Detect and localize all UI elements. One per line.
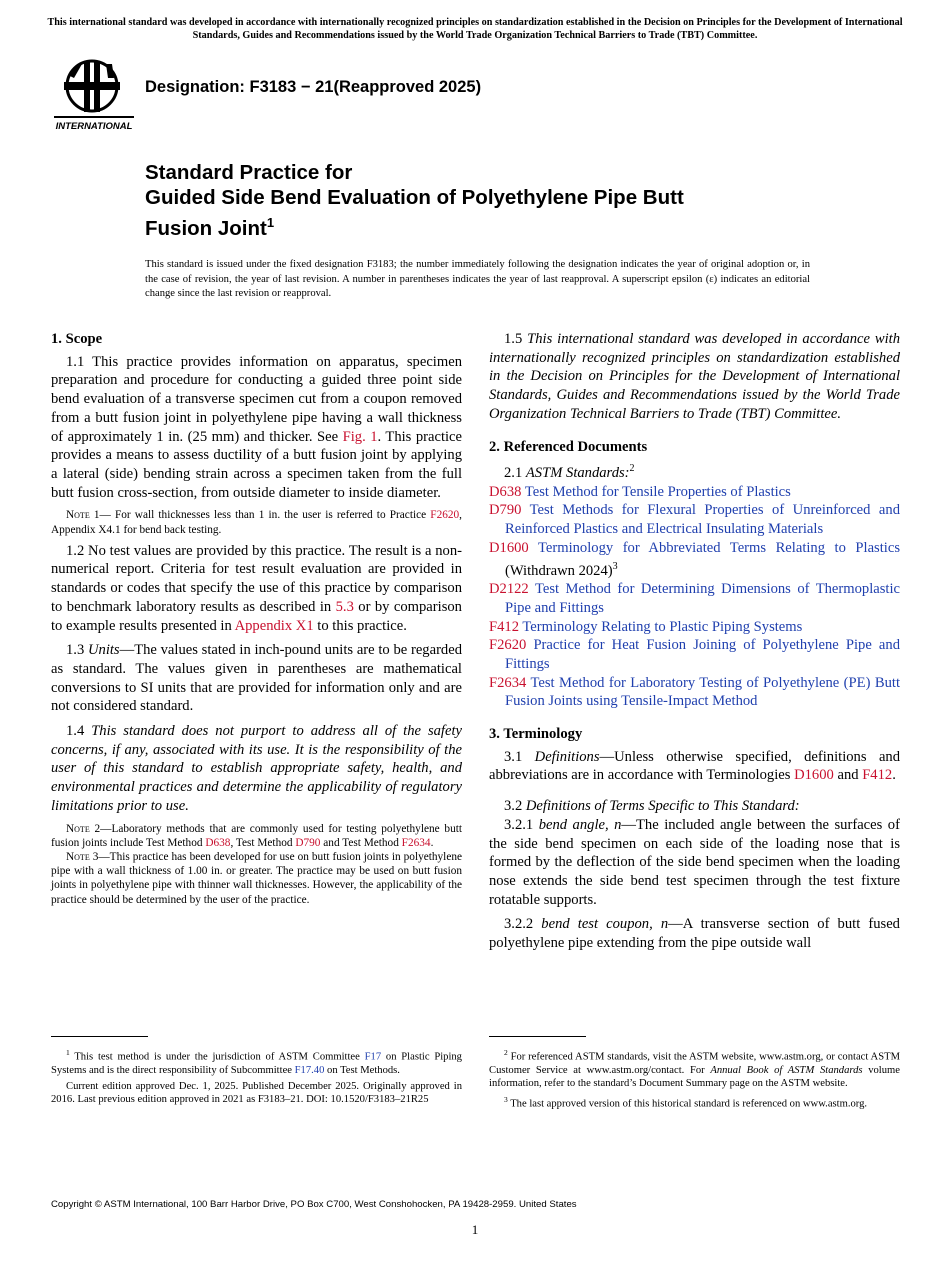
referenced-documents-list [489, 483, 900, 711]
section-2-heading: 2. Referenced Documents [489, 438, 648, 455]
right-column [489, 330, 900, 959]
d790-link[interactable]: D790 [295, 836, 321, 849]
section-3-heading: 3. Terminology [489, 726, 583, 743]
f2634-link[interactable]: F2634 [401, 836, 431, 849]
reference-title-link[interactable]: Test Method for Determining Dimensions of Thermoplastic Pipe and Fittings [505, 581, 900, 616]
section-5-3-link[interactable]: 5.3 [335, 598, 354, 615]
paragraph-1-1: 1.1 This practice provides information on apparatus, specimen preparation and procedure for conducting a guided three point side bend evaluation of a transverse specimen cut from a coupon removed from a butt fusion joint in polyethylene pipe having a wall thickness of approximately 1 in. (25 mm) and thicker. See Fig. 1. This practice provides a means to assess ductility of a butt fusion joint by applying a lateral (side) bending strain across a specimen taken from the full butt fusion cross-section, from outside diameter to inside diameter. [51, 353, 463, 501]
fig-1-link[interactable]: Fig. 1 [342, 428, 378, 445]
reference-code-link[interactable]: D1600 [489, 539, 529, 556]
reference-code-link[interactable]: D638 [489, 483, 522, 500]
reference-item [489, 539, 900, 580]
paragraph-1-4: 1.4 This standard does not purport to address all of the safety concerns, if any, associated with its use. It is the responsibility of the user of this standard to establish appropriate safety, health, and environmental practices and determine the applicability of regulatory limitations prior to use. [51, 723, 462, 814]
f2620-link[interactable]: F2620 [430, 509, 460, 522]
page-number: 1 [471, 1222, 479, 1237]
reference-title-link[interactable]: Terminology Relating to Plastic Piping Systems [522, 618, 803, 635]
f17-link[interactable]: F17 [364, 1051, 382, 1063]
document-title [145, 160, 845, 241]
reference-item [489, 674, 900, 711]
f412-link[interactable]: F412 [862, 767, 893, 784]
title-line-1: Standard Practice for [145, 161, 353, 184]
reference-title-link[interactable]: Practice for Heat Fusion Joining of Polyethylene Pipe and Fittings [505, 637, 900, 672]
reference-title-link[interactable]: Test Method for Tensile Properties of Plastics [524, 483, 791, 500]
footnotes-right [489, 1046, 900, 1114]
logo-wordmark: INTERNATIONAL [55, 121, 133, 132]
reference-code-link[interactable]: F412 [489, 618, 520, 635]
d1600-link[interactable]: D1600 [794, 767, 834, 784]
reference-code-link[interactable]: D2122 [489, 581, 529, 598]
paragraph-1-2: 1.2 No test values are provided by this practice. The result is a non-numerical report. Criteria for test result evaluation are provided in standards or codes that specify the use of this practice by comparison to benchmark laboratory results as described in 5.3 or by comparison to example results presented in Appendix X1 to this practice. [51, 542, 462, 634]
footnotes-left [51, 1046, 462, 1110]
paragraph-1-3: 1.3 Units—The values stated in inch-pound units are to be regarded as standard. The values given in parentheses are mathematical conversions to SI units that are provided for information only and are not considered standard. [51, 642, 462, 715]
note-2: Note 2—Laboratory methods that are commonly used for testing polyethylene butt fusion joints include Test Method D638, Test Method D790 and Test Method F2634. [51, 822, 462, 849]
reference-item [489, 636, 900, 673]
reference-item [489, 501, 900, 538]
reference-title-link[interactable]: Terminology for Abbreviated Terms Relating to Plastics [538, 539, 900, 556]
paragraph-3-2-1: 3.2.1 bend angle, n—The included angle between the surfaces of the side bend specimen on each side of the loading nose that is formed by the deflection of the side bend specimen when the loading nose extends the side bend test specimen through the test fixture rotatable supports. [489, 816, 900, 908]
astm-logo [52, 56, 136, 132]
appendix-x1-link[interactable]: Appendix X1 [234, 617, 314, 634]
note-1: Note 1— For wall thicknesses less than 1 in. the user is referred to Practice F2620, Appendix X4.1 for bend back testing. [51, 509, 462, 536]
reference-item [489, 580, 900, 617]
reference-code-link[interactable]: F2634 [489, 674, 527, 691]
footnote-3: $^3$ The last approved version of this historical standard is referenced on www.astm.org. [504, 1095, 868, 1110]
intro-paragraph: This standard is issued under the fixed designation F3183; the number immediately following the designation indicates the year of original adoption or, in the case of revision, the year of last revision. A number in parentheses indicates the year of last reapproval. A superscript epsilon (ε) indicates an editorial change since the last revision or reapproval. [145, 259, 810, 299]
reference-title-link[interactable]: Test Method for Laboratory Testing of Polyethylene (PE) Butt Fusion Joints using Tensile-Impact Method [505, 674, 900, 710]
reference-status: (Withdrawn 2024) [505, 562, 613, 579]
section-1-heading: 1. Scope [51, 331, 103, 347]
footnote-rule-left [51, 1036, 148, 1037]
reference-footnote-mark: 3 [612, 560, 618, 572]
edition-note: Current edition approved Dec. 1, 2025. Published December 2025. Originally approved in 2016. Last previous edition approved in 2021 as F3183–21. DOI: 10.1520/F3183–21R25 [51, 1081, 462, 1106]
title-line-2: Guided Side Bend Evaluation of Polyethylene Pipe Butt [145, 186, 684, 209]
title-footnote-mark: 1 [266, 215, 275, 230]
note-3: Note 3—This practice has been developed for use on butt fusion joints in polyethylene pipe with a wall thickness of 1.00 in. or greater. The practice may be used on butt fusion joints in polyethylene pipe with thinner wall thicknesses. However, the applicability of the practice should be determined by the user of the practice. [51, 850, 462, 906]
paragraph-3-2: 3.2 Definitions of Terms Specific to This Standard: [504, 798, 800, 815]
reference-title-link[interactable]: Test Methods for Flexural Properties of Unreinforced and Reinforced Plastics and Electrical Insulating Materials [505, 502, 900, 538]
title-line-3: Fusion Joint [145, 216, 267, 240]
designation: Designation: F3183 − 21(Reapproved 2025) [145, 78, 482, 96]
reference-item [489, 618, 900, 637]
footnote-rule-right [489, 1036, 586, 1037]
d638-link[interactable]: D638 [205, 836, 231, 849]
paragraph-2-1: 2.1 ASTM Standards:$^2$ [504, 463, 635, 482]
reference-code-link[interactable]: D790 [489, 502, 522, 519]
paragraph-3-1: 3.1 Definitions—Unless otherwise specified, definitions and abbreviations are in accordance with Terminologies D1600 and F412. [489, 748, 901, 784]
left-column [51, 330, 462, 912]
footnote-2: $^2$ For referenced ASTM standards, visit the ASTM website, www.astm.org, or contact ASTM Customer Service at www.astm.org/contact. For Annual Book of ASTM Standards volume information, refer to the standard’s Document Summary page on the ASTM website. [489, 1048, 900, 1090]
paragraph-3-2-2: 3.2.2 bend test coupon, n—A transverse section of butt fused polyethylene pipe extending from the pipe outside wall [489, 916, 900, 952]
f17-40-link[interactable]: F17.40 [294, 1064, 325, 1076]
paragraph-1-5: 1.5 This international standard was developed in accordance with internationally recognized principles on standardization established in the Decision on Principles for the Development of International Standards, Guides and Recommendations issued by the World Trade Organization Technical Barriers to Trade (TBT) Committee. [489, 331, 901, 422]
footnote-1: $^1$ This test method is under the jurisdiction of ASTM Committee F17 on Plastic Piping Systems and is the direct responsibility of Subcommittee F17.40 on Test Methods. [51, 1048, 462, 1076]
reference-item [489, 483, 900, 502]
reference-code-link[interactable]: F2620 [489, 637, 527, 654]
tbt-notice: This international standard was developed in accordance with internationally recognized principles on standardization established in the Decision on Principles for the Development of International Standards, Guides and Recommendations issued by the World Trade Organization Technical Barriers to Trade (TBT) Committee. [47, 17, 903, 41]
copyright: Copyright © ASTM International, 100 Barr Harbor Drive, PO Box C700, West Conshohocken, PA 19428-2959. United States [51, 1199, 577, 1210]
